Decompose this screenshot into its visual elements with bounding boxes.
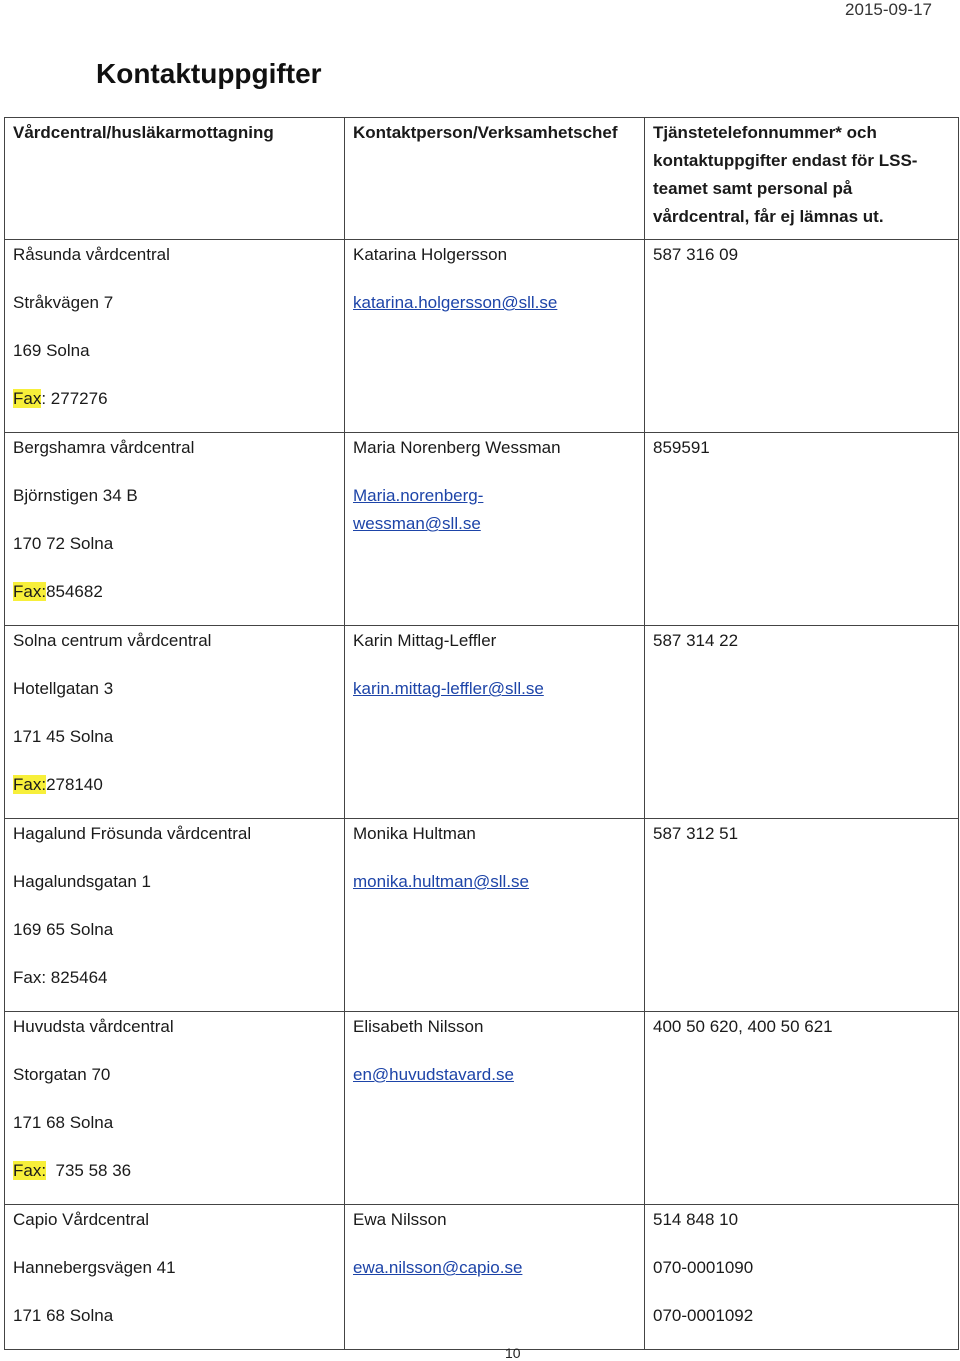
table-row [5, 240, 959, 433]
contact-email-link[interactable]: monika.hultman@sll.se [353, 872, 529, 891]
contact-name: Katarina Holgersson [353, 245, 508, 264]
fax-value: 854682 [46, 582, 103, 601]
fax-value: 278140 [46, 775, 103, 794]
phone-number: 587 314 22 [653, 631, 739, 650]
header-contact: Kontaktperson/Verksamhetschef [345, 118, 645, 240]
contact-email-link[interactable]: katarina.holgersson@sll.se [353, 293, 558, 312]
phone-number: 587 312 51 [653, 824, 739, 843]
clinic-city: 171 68 Solna [13, 1113, 114, 1132]
clinic-cell [5, 819, 345, 1012]
clinic-fax [13, 770, 336, 818]
phone-cell [645, 240, 959, 433]
clinic-street: Hagalundsgatan 1 [13, 872, 152, 891]
phone-number: 070-0001092 [653, 1306, 754, 1325]
contact-name: Ewa Nilsson [353, 1210, 447, 1229]
fax-value: 735 58 36 [46, 1161, 132, 1180]
clinic-cell [5, 1012, 345, 1205]
phone-cell [645, 1205, 959, 1350]
page-number: 10 [505, 1345, 521, 1361]
table-row [5, 1012, 959, 1205]
contact-table [4, 117, 959, 1350]
clinic-city: 171 45 Solna [13, 727, 114, 746]
phone-cell [645, 433, 959, 626]
fax-label: Fax [13, 389, 42, 408]
header-phone: Tjänstetelefonnummer* och kontaktuppgifter endast för LSS-teamet samt personal på vårdcentral, får ej lämnas ut. [645, 118, 959, 240]
clinic-name: Råsunda vårdcentral [13, 245, 170, 264]
phone-number: 859591 [653, 438, 710, 457]
contact-cell [345, 1012, 645, 1205]
phone-cell [645, 819, 959, 1012]
contact-cell [345, 819, 645, 1012]
clinic-cell [5, 240, 345, 433]
clinic-street: Storgatan 70 [13, 1065, 111, 1084]
contact-cell [345, 626, 645, 819]
clinic-name: Huvudsta vårdcentral [13, 1017, 174, 1036]
fax-value: : 277276 [41, 389, 108, 408]
clinic-fax [13, 1156, 336, 1204]
fax-label: Fax: [13, 582, 47, 601]
contact-cell [345, 1205, 645, 1350]
clinic-cell [5, 1205, 345, 1350]
contact-email-link[interactable] [353, 486, 483, 533]
header-clinic: Vårdcentral/husläkarmottagning [5, 118, 345, 240]
clinic-cell [5, 626, 345, 819]
table-row [5, 819, 959, 1012]
fax-label: Fax: [13, 775, 47, 794]
clinic-city: 169 65 Solna [13, 920, 114, 939]
contact-email-link[interactable]: karin.mittag-leffler@sll.se [353, 679, 544, 698]
clinic-fax [13, 577, 336, 625]
email-part-2: wessman@sll.se [353, 514, 481, 533]
clinic-name: Bergshamra vårdcentral [13, 438, 195, 457]
contact-cell [345, 433, 645, 626]
contact-email-link[interactable]: ewa.nilsson@capio.se [353, 1258, 523, 1277]
table-row [5, 626, 959, 819]
phone-cell [645, 1012, 959, 1205]
contact-name: Karin Mittag-Leffler [353, 631, 497, 650]
clinic-name: Solna centrum vårdcentral [13, 631, 212, 650]
table-row [5, 1205, 959, 1350]
contact-email-link[interactable]: en@huvudstavard.se [353, 1065, 514, 1084]
document-date: 2015-09-17 [845, 0, 932, 19]
clinic-city: 171 68 Solna [13, 1306, 114, 1325]
contact-name: Maria Norenberg Wessman [353, 438, 561, 457]
clinic-cell [5, 433, 345, 626]
clinic-street: Stråkvägen 7 [13, 293, 114, 312]
page-title: Kontaktuppgifter [96, 58, 322, 89]
clinic-fax [13, 384, 336, 432]
contact-name: Monika Hultman [353, 824, 476, 843]
clinic-fax: Fax: 825464 [13, 968, 108, 987]
clinic-city: 169 Solna [13, 341, 90, 360]
contact-cell [345, 240, 645, 433]
fax-label: Fax: [13, 1161, 47, 1180]
clinic-street: Hotellgatan 3 [13, 679, 114, 698]
clinic-street: Björnstigen 34 B [13, 486, 138, 505]
table-row [5, 433, 959, 626]
clinic-name: Capio Vårdcentral [13, 1210, 150, 1229]
clinic-street: Hannebergsvägen 41 [13, 1258, 176, 1277]
table-header-row [5, 118, 959, 240]
email-part-1: Maria.norenberg- [353, 486, 484, 505]
phone-number: 070-0001090 [653, 1258, 754, 1277]
phone-cell [645, 626, 959, 819]
clinic-name: Hagalund Frösunda vårdcentral [13, 824, 252, 843]
phone-number: 400 50 620, 400 50 621 [653, 1017, 833, 1036]
contact-name: Elisabeth Nilsson [353, 1017, 484, 1036]
clinic-city: 170 72 Solna [13, 534, 114, 553]
phone-number: 587 316 09 [653, 245, 739, 264]
phone-number: 514 848 10 [653, 1210, 739, 1229]
